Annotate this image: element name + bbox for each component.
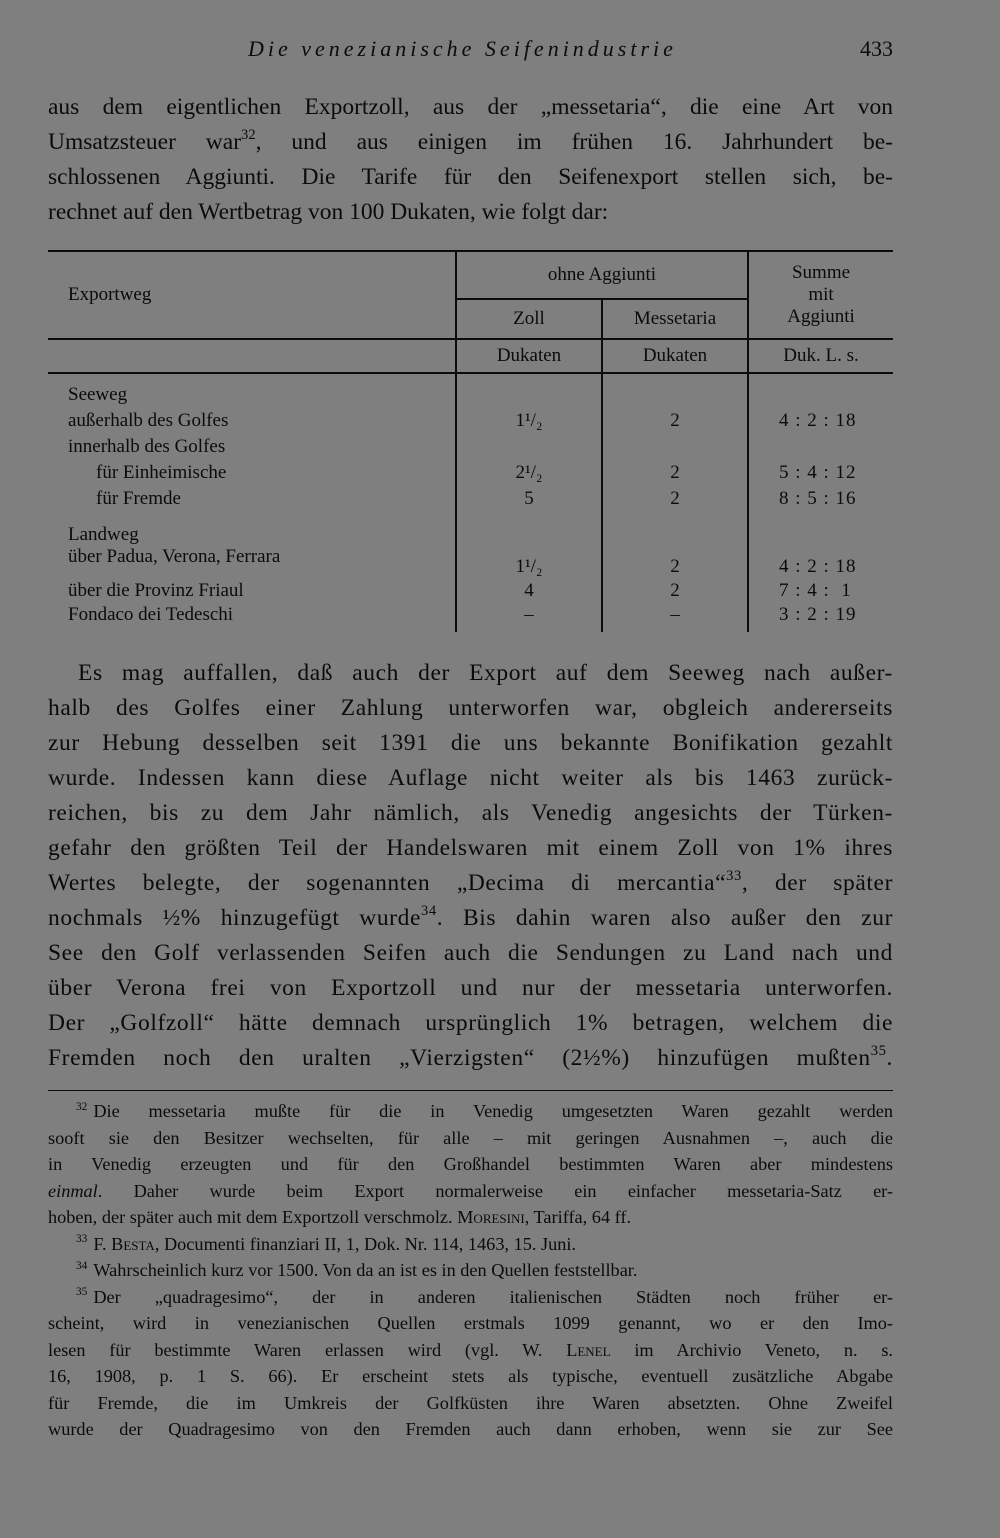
sum-cell: 5 : 4 : 12 (748, 460, 893, 486)
messetaria-cell (602, 382, 748, 408)
text-run: . Bis dahin waren also außer den zur (436, 905, 894, 931)
route-cell: für Fremde (96, 488, 181, 509)
zoll-cell: – (456, 604, 602, 632)
text-line: See den Golf verlassenden Seifen auch die Sendungen zu Land nach und (48, 940, 893, 966)
text-line (48, 1284, 893, 1311)
text-line: zur Hebung desselben seit 1391 die uns bekannte Bonifikation gezahlt (48, 730, 893, 756)
unit-sum: Duk. L. s. (748, 339, 893, 373)
text-run: Wertes belegte, der sogenannten „Decima di mercantia“ (48, 870, 727, 896)
sum-cell (748, 382, 893, 408)
table-row (48, 604, 893, 632)
zoll-cell (456, 512, 602, 546)
footnote-35 (48, 1284, 893, 1443)
unit-blank (48, 339, 456, 373)
route-cell: Fondaco dei Tedeschi (68, 604, 234, 625)
export-tariff-table (48, 250, 893, 632)
author-name: Lenel (566, 1339, 611, 1360)
messetaria-cell: 2 (602, 546, 748, 578)
footnote-number: 32 (76, 1100, 88, 1113)
route-cell: über die Provinz Friaul (68, 580, 244, 601)
text-run: nochmals ½% hinzugefügt wurde (48, 905, 421, 931)
text-line: Es mag auffallen, daß auch der Export auf dem Seeweg nach außer- (78, 660, 893, 686)
text-line (48, 1098, 893, 1125)
text-line: rechnet auf den Wertbetrag von 100 Dukaten, wie folgt dar: (48, 199, 609, 225)
text-line: sooft sie den Besitzer wechselten, für alle – mit geringen Ausnahmen –, auch die (48, 1127, 893, 1148)
text-line: über Verona frei von Exportzoll und nur der messetaria unterworfen. (48, 975, 893, 1001)
footnote-ref-32: 32 (241, 126, 256, 143)
header-messetaria: Messetaria (602, 299, 748, 339)
footnote-ref-34: 34 (421, 902, 437, 919)
text-run: Umsatzsteuer war (48, 129, 242, 155)
text-run: , Tariffa, 64 ff. (524, 1207, 632, 1227)
route-cell: Seeweg (68, 384, 128, 405)
page-number: 433 (860, 36, 893, 61)
text-run: , Documenti finanziari II, 1, Dok. Nr. 114, 1463, 15. Juni. (154, 1233, 577, 1254)
running-header (48, 34, 893, 70)
zoll-cell: 5 (456, 486, 602, 512)
body-paragraph (48, 656, 893, 1076)
header-exportweg: Exportweg (68, 284, 152, 305)
zoll-cell: 2¹/₂ (456, 460, 602, 486)
running-title: Die venezianische Seifenindustrie (248, 36, 677, 61)
text-line: wurde. Indessen kann diese Auflage nicht weiter als bis 1463 zurück- (48, 765, 893, 791)
text-line (48, 1204, 893, 1231)
footnote-number: 34 (76, 1259, 88, 1272)
header-summe-line: mit (808, 284, 834, 305)
text-run: . Daher wurde beim Export normalerweise ein einfacher messetaria-Satz er- (97, 1180, 893, 1201)
text-line: schlossenen Aggiunti. Die Tarife für den Seifenexport stellen sich, be- (48, 164, 893, 190)
text-run: F. (93, 1233, 112, 1254)
sum-cell: 4 : 2 : 18 (748, 408, 893, 434)
footnotes (48, 1098, 893, 1443)
table-row (48, 486, 893, 512)
table-row (48, 408, 893, 434)
text-line: für Fremde, die im Umkreis der Golfküsten ihre Waren absetzten. Ohne Zweifel (48, 1392, 893, 1413)
footnote-number: 35 (76, 1286, 88, 1299)
text-run: Fremden noch den uralten „Vierzigsten“ (2½%) hinzufügen mußten (48, 1045, 871, 1071)
text-line: reichen, bis zu dem Jahr nämlich, als Venedig angesichts der Türken- (48, 800, 893, 826)
sum-cell (748, 512, 893, 546)
text-run: , der später (741, 870, 893, 896)
route-cell: außerhalb des Golfes (68, 410, 229, 431)
zoll-cell: 1¹/₂ (456, 546, 602, 578)
table-row (48, 578, 893, 604)
text-line: aus dem eigentlichen Exportzoll, aus der „messetaria“, die eine Art von (48, 94, 893, 120)
text-line: 16, 1908, p. 1 S. 66). Er erscheint stets als typische, eventuell zusätzliche Abgabe (48, 1366, 893, 1386)
text-line (48, 1257, 893, 1284)
text-line: scheint, wird in venezianischen Quellen erstmals 1099 genannt, wo er den Imo- (48, 1313, 893, 1333)
text-line: Der „Golfzoll“ hätte demnach ursprünglich 1% betragen, welchem die (48, 1010, 893, 1036)
text-line (48, 1041, 893, 1076)
zoll-cell: 4 (456, 578, 602, 604)
footnote-32 (48, 1098, 893, 1231)
sum-cell: 3 : 2 : 19 (748, 604, 893, 632)
sum-cell (748, 434, 893, 460)
header-ohne-aggiunti: ohne Aggiunti (456, 251, 748, 299)
text-run: hoben, der später auch mit dem Exportzoll verschmolz. (48, 1207, 458, 1227)
route-cell: über Padua, Verona, Ferrara (68, 546, 281, 567)
text-run: . (886, 1045, 893, 1071)
unit-messetaria: Dukaten (602, 339, 748, 373)
text-run: im Archivio Veneto, n. s. (610, 1339, 893, 1360)
text-line (48, 1337, 893, 1364)
messetaria-cell: 2 (602, 578, 748, 604)
messetaria-cell: 2 (602, 408, 748, 434)
zoll-cell: 1¹/₂ (456, 408, 602, 434)
text-line: in Venedig erzeugten und für den Großhandel bestimmten Waren aber mindestens (48, 1154, 893, 1174)
route-cell: Landweg (68, 524, 139, 545)
footnote-ref-33: 33 (726, 867, 742, 884)
text-run: Der „quadragesimo“, der in anderen italienischen Städten noch früher er- (93, 1286, 893, 1307)
table-row (48, 434, 893, 460)
sum-cell: 8 : 5 : 16 (748, 486, 893, 512)
messetaria-cell: 2 (602, 486, 748, 512)
messetaria-cell (602, 512, 748, 546)
header-summe-line: Summe (791, 262, 851, 283)
text-line (48, 866, 893, 901)
text-line: wurde der Quadragesimo von den Fremden auch dann erhoben, wenn sie zur See (48, 1419, 893, 1439)
footnote-33 (48, 1231, 893, 1258)
text-line (48, 1178, 893, 1205)
header-summe-line: Aggiunti (787, 306, 855, 327)
table-row (48, 382, 893, 408)
messetaria-cell (602, 434, 748, 460)
text-line (48, 901, 893, 936)
route-cell: innerhalb des Golfes (68, 436, 226, 457)
table-row (48, 460, 893, 486)
table-row (48, 546, 893, 578)
author-name: Moresini (457, 1207, 525, 1227)
text-line: gefahr den größten Teil der Handelswaren mit einem Zoll von 1% ihres (48, 835, 893, 861)
text-run: , und aus einigen im frühen 16. Jahrhundert be- (255, 129, 894, 155)
sum-cell: 7 : 4 : 1 (748, 578, 893, 604)
text-line (48, 1231, 893, 1258)
footnote-34 (48, 1257, 893, 1284)
footnote-divider (48, 1090, 893, 1091)
emphasis: einmal (48, 1180, 98, 1201)
header-zoll: Zoll (456, 299, 602, 339)
author-name: Besta (111, 1233, 155, 1254)
text-line: halb des Golfes einer Zahlung unterworfen war, obgleich andererseits (48, 695, 893, 721)
footnote-ref-35: 35 (870, 1042, 887, 1059)
table-row (48, 512, 893, 546)
zoll-cell (456, 434, 602, 460)
header-summe (748, 251, 893, 339)
sum-cell: 4 : 2 : 18 (748, 546, 893, 578)
messetaria-cell: – (602, 604, 748, 632)
footnote-number: 33 (76, 1233, 88, 1246)
messetaria-cell: 2 (602, 460, 748, 486)
unit-zoll: Dukaten (456, 339, 602, 373)
text-run: Die messetaria mußte für die in Venedig umgesetzten Waren gezahlt werden (93, 1101, 893, 1121)
text-line (48, 125, 893, 160)
text-run: Wahrscheinlich kurz vor 1500. Von da an ist es in den Quellen feststellbar. (93, 1260, 638, 1280)
route-cell: für Einheimische (96, 462, 227, 483)
intro-paragraph (48, 90, 893, 230)
zoll-cell (456, 382, 602, 408)
text-run: lesen für bestimmte Waren erlassen wird (vgl. W. (48, 1339, 567, 1360)
